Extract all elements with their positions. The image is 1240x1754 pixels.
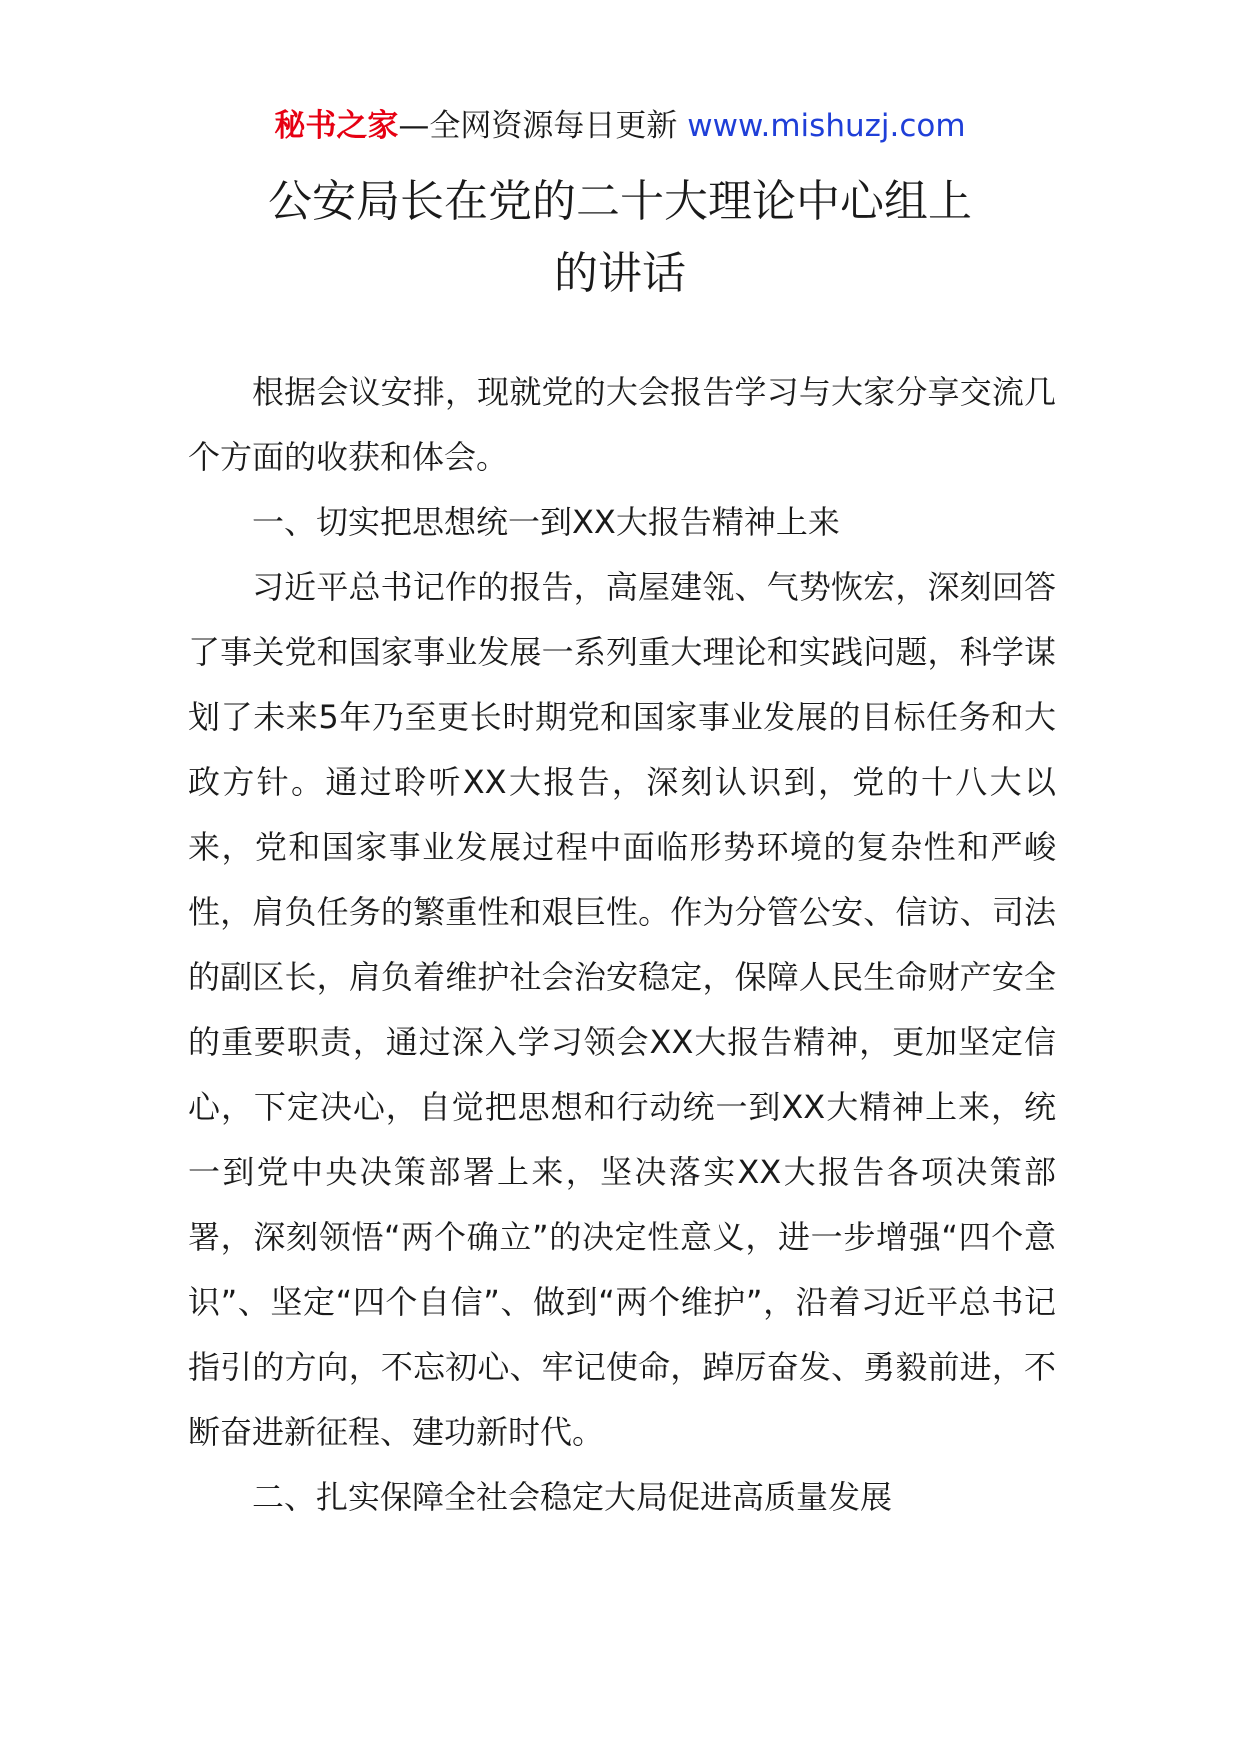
banner-url[interactable]: www.mishuzj.com: [687, 108, 966, 144]
title-line-1: 公安局长在党的二十大理论中心组上: [268, 176, 972, 227]
section-1-heading: 一、切实把思想统一到XX大报告精神上来: [252, 503, 840, 541]
section-2-heading: 二、扎实保障全社会稳定大局促进高质量发展: [252, 1478, 893, 1516]
section-1-paragraph: 习近平总书记作的报告，高屋建瓴、气势恢宏，深刻回答了事关党和国家事业发展一系列重大理论和实践问题，科学谋划了未来5年乃至更长时期党和国家事业发展的目标任务和大政方针。通过聆听XX大报告，深刻认识到，党的十八大以来，党和国家事业发展过程中面临形势环境的复杂性和严峻性，肩负任务的繁重性和艰巨性。作为分管公安、信访、司法的副区长，肩负着维护社会治安稳定，保障人民生命财产安全的重要职责，通过深入学习领会XX大报告精神，更加坚定信心，下定决心，自觉把思想和行动统一到XX大精神上来，统一到党中央决策部署上来，坚决落实XX大报告各项决策部署，深刻领悟“两个确立”的决定性意义，进一步增强“四个意识”、坚定“四个自信”、做到“两个维护”，沿着习近平总书记指引的方向，不忘初心、牢记使命，踔厉奋发、勇毅前进，不断奋进新征程、建功新时代。: [188, 568, 1056, 1451]
banner-slogan: —全网资源每日更新: [398, 108, 688, 144]
document-body: [188, 360, 1056, 1530]
intro-paragraph: 根据会议安排，现就党的大会报告学习与大家分享交流几个方面的收获和体会。: [188, 373, 1056, 476]
site-banner: [0, 104, 1240, 148]
banner-brand: 秘书之家: [274, 108, 399, 144]
title-line-2: 的讲话: [554, 248, 686, 299]
document-title: [0, 166, 1240, 310]
